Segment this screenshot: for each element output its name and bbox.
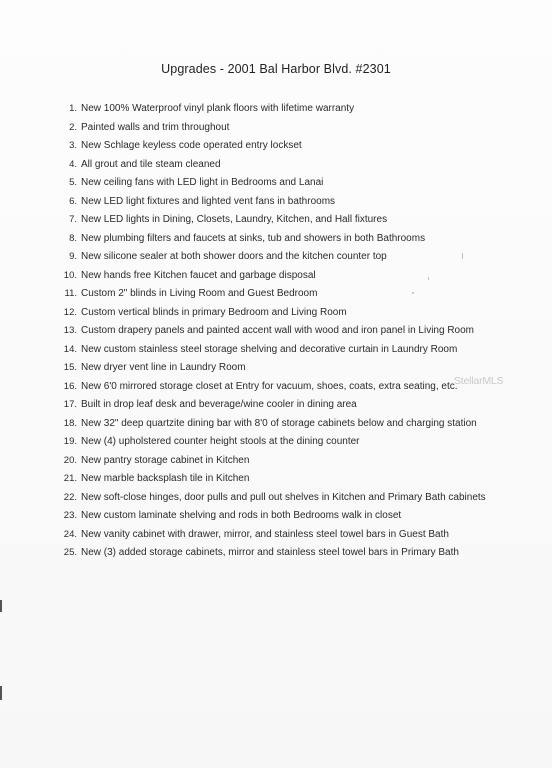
upgrade-item-number: 13.	[63, 325, 77, 336]
upgrade-item-text: New (3) added storage cabinets, mirror and stainless steel towel bars in Primary Bath	[81, 547, 459, 558]
upgrade-item	[60, 526, 530, 545]
upgrade-item	[60, 322, 530, 341]
scan-speck	[462, 253, 463, 259]
upgrade-item	[60, 304, 530, 323]
scan-edge-mark	[0, 686, 2, 700]
upgrade-item-number: 16.	[63, 380, 77, 392]
upgrade-item-text: New marble backsplash tile in Kitchen	[81, 473, 250, 484]
upgrade-item-text: New ceiling fans with LED light in Bedrooms and Lanai	[81, 177, 324, 188]
upgrade-item-number: 19.	[63, 436, 77, 447]
upgrade-item-text: New 6'0 mirrored storage closet at Entry for vacuum, shoes, coats, extra seating, etc.	[81, 380, 458, 392]
upgrade-item-text: New custom stainless steel storage shelving and decorative curtain in Laundry Room	[81, 343, 458, 355]
upgrade-item	[60, 396, 530, 415]
upgrade-item	[60, 544, 530, 563]
upgrade-item-text: Custom vertical blinds in primary Bedroom and Living Room	[81, 306, 347, 318]
upgrade-item	[60, 230, 530, 249]
scan-speck	[428, 277, 429, 280]
upgrade-item-number: 10.	[63, 269, 77, 281]
upgrade-item-text: New dryer vent line in Laundry Room	[81, 362, 246, 373]
upgrade-item	[60, 415, 530, 434]
upgrade-item	[60, 193, 530, 212]
upgrade-item-text: New 32" deep quartzite dining bar with 8'0 of storage cabinets below and charging station	[81, 417, 477, 429]
upgrade-item-number: 3.	[69, 140, 77, 151]
upgrade-item-number: 14.	[63, 343, 77, 355]
upgrade-item-text: New LED lights in Dining, Closets, Laundry, Kitchen, and Hall fixtures	[81, 214, 388, 225]
upgrade-item	[60, 507, 530, 526]
upgrade-item	[60, 470, 530, 489]
scan-speck	[412, 292, 414, 294]
upgrade-item-text: Built in drop leaf desk and beverage/wine cooler in dining area	[81, 399, 357, 410]
upgrade-item-number: 4.	[69, 158, 77, 170]
upgrade-item-text: New hands free Kitchen faucet and garbage disposal	[81, 269, 316, 281]
upgrade-item	[60, 248, 530, 267]
upgrade-item-text: New Schlage keyless code operated entry lockset	[81, 140, 302, 151]
upgrade-item-number: 12.	[63, 306, 77, 318]
upgrade-item-number: 11.	[64, 288, 77, 299]
upgrade-item-number: 1.	[69, 103, 77, 114]
upgrade-item-number: 21.	[63, 473, 77, 484]
upgrade-item-number: 25.	[63, 547, 77, 558]
upgrade-item-number: 18.	[63, 417, 77, 429]
upgrade-item-text: New custom laminate shelving and rods in both Bedrooms walk in closet	[81, 510, 402, 521]
upgrade-item	[60, 452, 530, 471]
upgrade-item	[60, 211, 530, 230]
upgrades-list	[60, 100, 530, 563]
upgrade-item-number: 7.	[69, 214, 77, 225]
upgrade-item-text: New plumbing filters and faucets at sinks, tub and showers in both Bathrooms	[81, 232, 426, 244]
upgrade-item-text: New LED light fixtures and lighted vent fans in bathrooms	[81, 195, 336, 207]
upgrade-item-text: All grout and tile steam cleaned	[81, 158, 221, 170]
upgrade-item-text: New (4) upholstered counter height stools at the dining counter	[81, 436, 360, 447]
upgrade-item-number: 24.	[63, 528, 77, 540]
upgrade-item-number: 2.	[69, 121, 77, 133]
upgrade-item-number: 15.	[63, 362, 77, 373]
document-title: Upgrades - 2001 Bal Harbor Blvd. #2301	[161, 62, 391, 76]
mls-watermark: StellarMLS	[454, 375, 504, 387]
upgrade-item	[60, 489, 530, 508]
upgrade-item	[60, 341, 530, 360]
upgrade-item-number: 20.	[63, 454, 77, 466]
upgrade-item	[60, 433, 530, 452]
upgrade-item-text: New soft-close hinges, door pulls and pull out shelves in Kitchen and Primary Bath cabinets	[81, 491, 486, 503]
upgrade-item	[60, 285, 530, 304]
upgrade-item-number: 9.	[69, 251, 77, 262]
upgrade-item-text: Custom 2" blinds in Living Room and Guest Bedroom	[81, 288, 318, 299]
upgrade-item-number: 6.	[69, 195, 77, 207]
upgrade-item-text: Painted walls and trim throughout	[81, 121, 230, 133]
upgrade-item	[60, 267, 530, 286]
upgrade-item-text: Custom drapery panels and painted accent wall with wood and iron panel in Living Room	[81, 325, 475, 336]
upgrade-item-text: New 100% Waterproof vinyl plank floors with lifetime warranty	[81, 103, 355, 114]
scan-edge-mark	[0, 600, 2, 612]
upgrade-item	[60, 100, 530, 119]
upgrade-item-text: New silicone sealer at both shower doors and the kitchen counter top	[81, 251, 387, 262]
upgrade-item	[60, 137, 530, 156]
upgrade-item-text: New vanity cabinet with drawer, mirror, and stainless steel towel bars in Guest Bath	[81, 528, 449, 540]
upgrade-item-number: 17.	[63, 399, 77, 410]
upgrade-item-number: 23.	[63, 510, 77, 521]
upgrade-item	[60, 119, 530, 138]
upgrade-item-number: 22.	[63, 491, 77, 503]
upgrade-item-number: 8.	[69, 232, 77, 244]
upgrade-item	[60, 174, 530, 193]
upgrade-item-text: New pantry storage cabinet in Kitchen	[81, 454, 250, 466]
upgrade-item	[60, 156, 530, 175]
upgrade-item-number: 5.	[69, 177, 77, 188]
